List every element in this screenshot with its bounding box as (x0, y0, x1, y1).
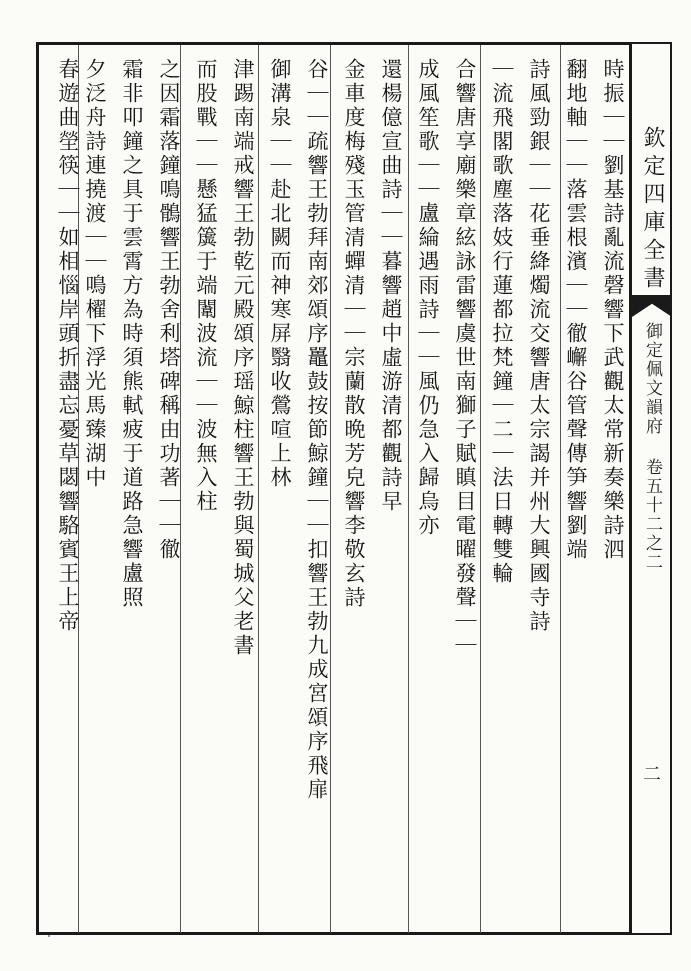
book-title: 欽定四庫全書 (640, 126, 665, 294)
text-column: 翻地軸｜｜落雲根濱｜｜徹嶰谷管聲傳笋響劉端 (564, 58, 588, 562)
text-column: 而股戰｜｜懸猛簴于端闈波流｜｜波無入柱 (194, 58, 218, 514)
text-column: 春遊曲塋筷｜｜如相惱岸頭折盡忘憂草閟響駱賓王上帝 (56, 58, 80, 634)
text-column: 谷｜｜疏響王勃拜南郊頌序鼉鼓按節鯨鐘｜｜扣響王勃九成宮頌序飛扉 (305, 58, 329, 802)
text-column: 金車度梅殘玉管清蟬清｜｜宗蘭散晩芳皃響李敬玄詩 (342, 58, 366, 610)
page-number: 二 (643, 764, 661, 785)
text-column: 詩風勁銀｜｜花垂絳燭流交響唐太宗謁并州大興國寺詩 (527, 58, 551, 634)
text-column: 合響唐享廟樂章絃詠雷響虞世南獅子賦瞋目電曜發聲｜｜ (453, 58, 477, 658)
text-column: 霜非叩鐘之具于雲霄方為時須熊軾疲于道路急響盧照 (120, 58, 144, 610)
text-column: ｜流飛閣歌塵落妓行蓮都拉梵鐘｜二｜法日轉雙輪 (490, 58, 514, 586)
text-column: 成風笙歌｜｜盧綸遇雨詩｜｜風仍急入歸烏亦 (416, 58, 440, 538)
text-column: 夕泛舟詩連撓渡｜｜鳴櫂下浮光馬臻湖中 (83, 58, 107, 490)
text-column: 之因霜落鐘鳴鶻響王勃舍利塔碑稱由功著｜｜徹 (157, 58, 181, 562)
text-column: 御溝泉｜｜赴北闕而神寒屏翳收鶯喧上林 (268, 58, 292, 490)
text-column: 還楊億宣曲詩｜｜暮響趙中虛游清都觀詩早 (379, 58, 403, 514)
text-column: 時振｜｜劉基詩亂流磬響下武觀太常新奏樂詩泗 (601, 58, 625, 562)
text-column: 津踢南端戒響王勃乾元殿頌序瑶鯨柱響王勃與蜀城父老書 (231, 58, 255, 658)
volume-label: 御定佩文韻府 卷五十二之二 (642, 322, 662, 572)
scan-speck (48, 935, 50, 937)
